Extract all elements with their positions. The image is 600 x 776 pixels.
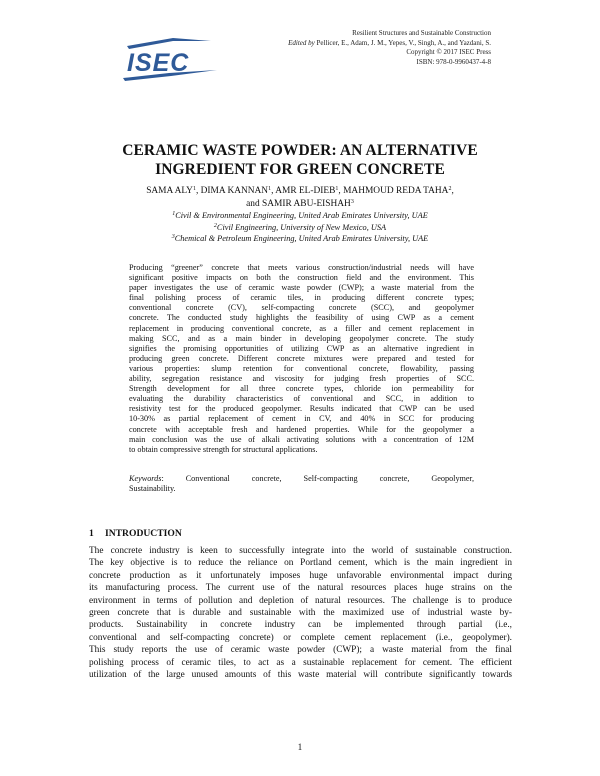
affiliation-1: $^1$Civil & Environmental Engineering, United Arab Emirates University, UAE bbox=[172, 211, 428, 220]
section-title: INTRODUCTION bbox=[105, 528, 182, 539]
isec-logo bbox=[113, 37, 221, 83]
abstract-line: to obtain compressive strength for structural applications. bbox=[129, 444, 318, 454]
title-line-2: INGREDIENT FOR GREEN CONCRETE bbox=[155, 161, 445, 178]
affiliations bbox=[90, 210, 510, 245]
body-line: its manufacturing process. The current use of the natural resources places huge strains on the bbox=[89, 583, 512, 594]
section-heading bbox=[89, 528, 182, 539]
body-line: polishing process of ceramic tiles, to act as a sustainable replacement for cement. The efficient bbox=[89, 657, 512, 668]
copyright: Copyright © 2017 ISEC Press bbox=[406, 48, 491, 56]
section-number: 1 bbox=[89, 528, 94, 539]
body-line: The key objective is to reduce the reliance on Portland cement, which is the main ingredient in bbox=[89, 558, 512, 569]
introduction-body bbox=[89, 545, 512, 681]
keywords-line-1: Keywords: Conventional concrete, Self-compacting concrete, Geopolymer, bbox=[129, 474, 474, 483]
logo-text: ISEC bbox=[127, 49, 190, 77]
abstract-line: final polishing process of ceramic tiles, in producing different concrete types; bbox=[129, 293, 474, 303]
keywords-label: Keywords bbox=[129, 474, 162, 483]
abstract-line: concrete with acceptable fresh and hardened properties. While for the geopolymer a bbox=[129, 424, 474, 434]
keywords-line-2: Sustainability. bbox=[129, 484, 176, 494]
keywords bbox=[129, 474, 474, 494]
page-number: 1 bbox=[297, 743, 303, 753]
editors: Pellicer, E., Adam, J. M., Yepes, V., Singh, A., and Yazdani, S. bbox=[314, 38, 491, 47]
abstract-line: conventional concrete (CV), self-compacting concrete (SCC), and geopolymer bbox=[129, 303, 474, 313]
logo-swoosh-top bbox=[127, 38, 211, 49]
abstract bbox=[129, 263, 474, 455]
abstract-line: Strength development for all three concrete types, chloride ion permeability for bbox=[129, 384, 474, 394]
abstract-line: resistivity test for the produced geopolymer. Results indicated that CWP can be used bbox=[129, 404, 474, 414]
affiliation-2: $^2$Civil Engineering, University of New Mexico, USA bbox=[213, 222, 387, 232]
abstract-line: 10-30% as partial replacement of cement in CV, and 40% in SCC for producing bbox=[129, 414, 474, 424]
body-line: green concrete that is durable and sustainable with the maximized use of industrial waste by- bbox=[89, 607, 512, 618]
body-line: concrete production as it unfortunately imposes huge unfavorable environmental impact during bbox=[89, 570, 512, 581]
paper-title bbox=[90, 141, 510, 179]
abstract-line: significant positive impacts on both the construction field and the environment. This bbox=[129, 273, 474, 283]
authors-line-2: and SAMIR ABU-EISHAH$^3$ bbox=[246, 198, 354, 209]
body-line: This study reports the use of ceramic waste powder (CWP); a waste material from the final bbox=[89, 645, 512, 656]
abstract-line: signifies the promising opportunities of utilizing CWP as an alternative ingredient in bbox=[129, 343, 474, 353]
abstract-line: ability, segregation resistance and viscosity for judging fresh properties of SCC. bbox=[129, 374, 474, 384]
body-line: The concrete industry is keen to successfully integrate into the world of sustainable construction. bbox=[89, 546, 512, 556]
abstract-line: producing green concrete. Different concrete mixtures were prepared and tested for bbox=[129, 353, 474, 363]
abstract-line: making SCC, and as a main binder in developing geopolymer concrete. The study bbox=[129, 333, 474, 343]
body-line: products. Sustainability in concrete industry can be implemented through partial (i.e., bbox=[89, 620, 512, 631]
publication-info bbox=[288, 29, 491, 67]
abstract-line: replacement in producing conventional concrete, as a filler and cement replacement in bbox=[129, 323, 474, 333]
abstract-line: main conclusion was the use of alkali activating solutions with a concentration of 12M bbox=[129, 434, 474, 444]
editors-line: Edited by Pellicer, E., Adam, J. M., Yepes, V., Singh, A., and Yazdani, S. bbox=[288, 38, 491, 47]
body-line: conventional and self-compacting concrete) or complete cement replacement (i.e., geopolymer). bbox=[89, 632, 512, 643]
author-list bbox=[90, 185, 510, 210]
abstract-line: evaluating the durability characteristics of conventional and SCC, in addition to bbox=[129, 394, 474, 404]
abstract-line: various properties: slump retention for conventional concrete, flowability, passing bbox=[129, 363, 474, 373]
abstract-line: Producing “greener” concrete that meets various construction/industrial needs will have bbox=[129, 263, 474, 272]
abstract-line: concrete. The conducted study highlights the feasibility of using CWP as a cement bbox=[129, 313, 474, 323]
affiliation-3: $^3$Chemical & Petroleum Engineering, United Arab Emirates University, UAE bbox=[171, 234, 429, 244]
body-line: environment in terms of pollution and depletion of natural resources. The challenge is to produce bbox=[89, 595, 512, 606]
book-title: Resilient Structures and Sustainable Construction bbox=[352, 29, 491, 37]
title-line-1: CERAMIC WASTE POWDER: AN ALTERNATIVE bbox=[122, 142, 478, 159]
body-line: utilization of the large unused amounts of this waste material will contribute significantly towards bbox=[89, 669, 512, 680]
isbn: ISBN: 978-0-9960437-4-8 bbox=[416, 57, 491, 66]
authors-line-1: SAMA ALY$^1$, DIMA KANNAN$^1$, AMR EL-DIEB$^1$, MAHMOUD REDA TAHA$^2$, bbox=[146, 186, 454, 196]
abstract-line: paper investigates the use of ceramic waste powder (CWP); a waste material from the bbox=[129, 283, 474, 293]
